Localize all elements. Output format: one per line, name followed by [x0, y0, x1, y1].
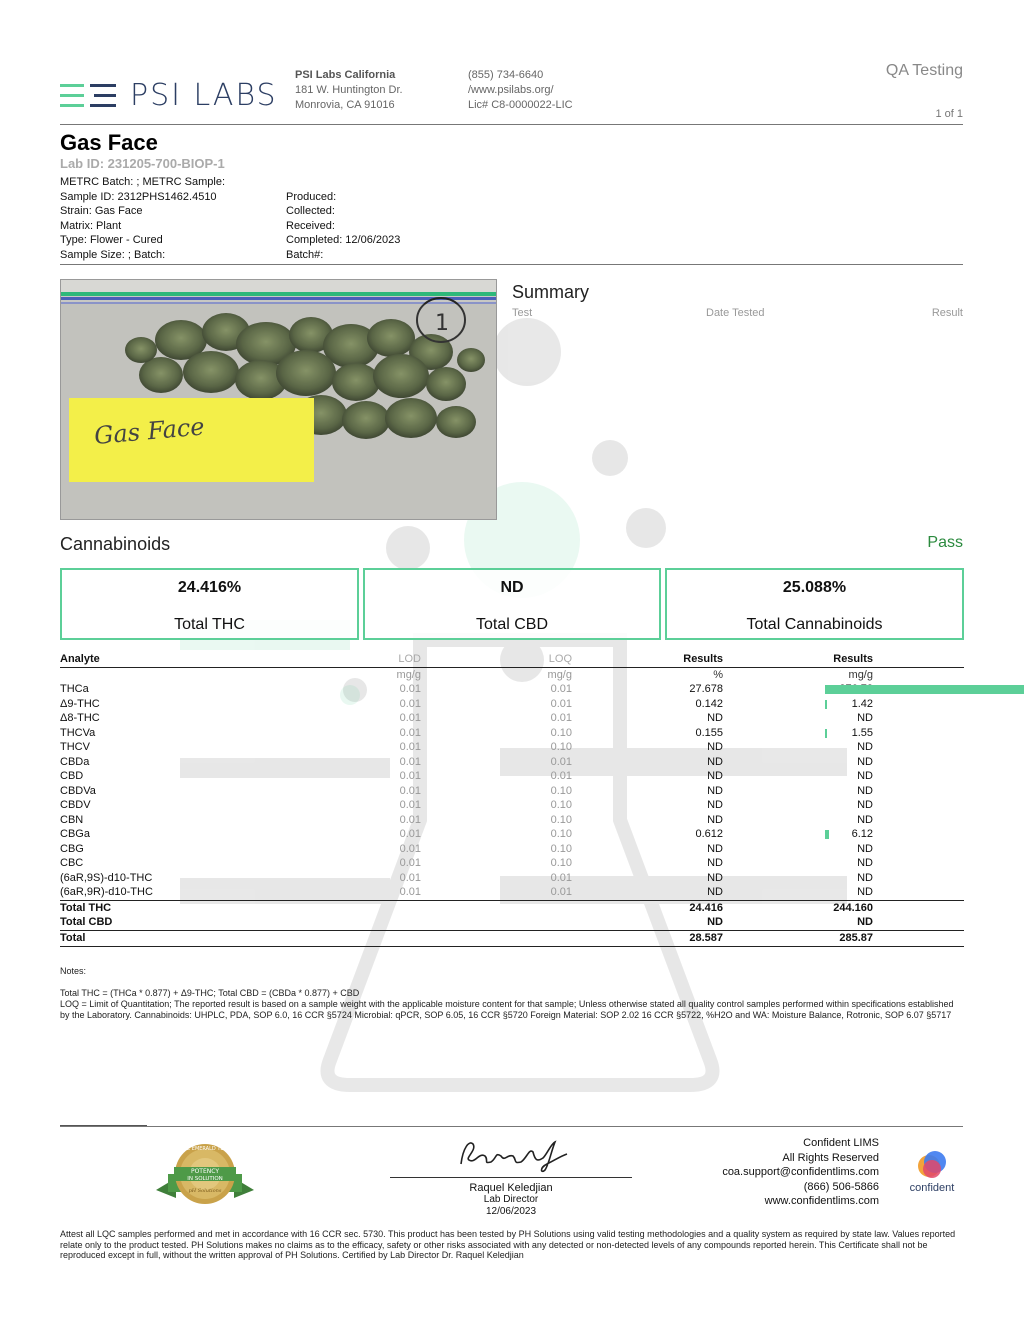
loq-cell: 0.10 — [550, 857, 572, 869]
loq-cell: 0.10 — [550, 828, 572, 840]
bag-label-text: Gas Face — [93, 412, 206, 450]
mg-cell: ND — [857, 741, 873, 753]
analyte-cell: CBDVa — [60, 784, 96, 797]
sample-type: Type: Flower - Cured — [60, 234, 163, 246]
mg-cell: ND — [857, 784, 873, 797]
total-thc-label: Total THC — [174, 616, 245, 633]
lod-cell: 0.01 — [399, 842, 421, 855]
table-row — [60, 871, 964, 886]
total-cbd-row — [60, 915, 964, 930]
signer-title: Lab Director — [483, 1194, 539, 1205]
unit-pct: % — [713, 668, 723, 681]
metrc-info: METRC Batch: ; METRC Sample: — [60, 176, 226, 188]
summary-title: Summary — [512, 282, 590, 302]
total-row-label: Total — [60, 931, 86, 944]
loq-cell: 0.01 — [550, 755, 572, 768]
pass-status: Pass — [927, 534, 963, 551]
pct-cell: ND — [707, 842, 723, 855]
cannabinoid-table — [60, 652, 964, 947]
lod-cell: 0.01 — [399, 871, 421, 884]
pct-cell: 0.142 — [695, 697, 723, 710]
lab-license: Lic# C8-0000022-LIC — [468, 99, 573, 111]
result-bar — [825, 830, 829, 839]
lod-cell: 0.01 — [399, 683, 421, 695]
attestation: Attest all LQC samples performed and met in accordance with 16 CCR sec. 5730. This product has been tested by PH Solutions using valid testing methodologies and a quality system as required by state law. Values reported relate only to the product tested. PH Solutions makes no claims as to the efficacy, safety or other risks associated with any detected or non-detected levels of any compounds reported herein. This Certificate shall not be reproduced except in full, without the written approval of PH Solutions. Certified by Lab Director Dr. Raquel Keledjian — [60, 1229, 956, 1260]
result-bar — [825, 700, 827, 709]
mg-cell: ND — [857, 712, 873, 724]
badge-potency-text: POTENCY — [190, 1168, 220, 1175]
lod-cell: 0.01 — [399, 799, 421, 811]
pct-cell: ND — [707, 799, 723, 811]
director-signature — [455, 1134, 575, 1174]
total-cannabinoids-card — [665, 568, 964, 640]
total-thc-card — [60, 568, 359, 640]
logo-mark-icon — [60, 83, 116, 109]
total-thc-row-pct: 24.416 — [689, 901, 723, 914]
matrix: Matrix: Plant — [60, 219, 122, 232]
analyte-cell: (6aR,9S)-d10-THC — [60, 871, 153, 884]
loq-cell: 0.01 — [550, 886, 572, 898]
mg-cell: ND — [857, 857, 873, 869]
table-row — [60, 726, 964, 741]
analyte-cell: CBG — [60, 842, 84, 855]
psi-labs-logo — [60, 78, 278, 113]
signer-name: Raquel Keledjian — [469, 1182, 553, 1194]
lab-company: PSI Labs California — [295, 69, 396, 81]
table-row — [60, 856, 964, 871]
pct-cell: ND — [707, 813, 723, 826]
loq-cell: 0.10 — [550, 799, 572, 811]
pct-cell: ND — [707, 784, 723, 797]
total-cannabinoids-value: 25.088% — [782, 579, 847, 596]
header-divider — [60, 124, 963, 125]
total-thc-value: 24.416% — [177, 579, 242, 596]
notes — [60, 966, 964, 1021]
analyte-cell: CBD — [60, 770, 84, 782]
total-cbd-card — [363, 568, 661, 640]
page-number: 1 of 1 — [935, 108, 963, 120]
analyte-cell: THCV — [60, 741, 90, 753]
table-row — [60, 682, 964, 697]
batch-number: Batch#: — [286, 248, 324, 261]
signer-block — [390, 1182, 632, 1218]
analyte-cell: CBC — [60, 857, 84, 869]
table-row — [60, 697, 964, 712]
col-results-pct: Results — [683, 653, 723, 665]
pct-cell: 27.678 — [689, 683, 723, 695]
loq-cell: 0.01 — [550, 697, 572, 710]
lod-cell: 0.01 — [399, 755, 421, 768]
table-row — [60, 885, 964, 900]
total-thc-row-label: Total THC — [60, 901, 112, 914]
table-row — [60, 827, 964, 842]
lims-email: coa.support@confidentlims.com — [722, 1166, 879, 1178]
lab-address — [295, 68, 403, 113]
analyte-cell: Δ9-THC — [60, 697, 100, 710]
sample-photo — [60, 279, 497, 520]
brand-name: PSI LABS — [130, 78, 278, 113]
loq-cell: 0.01 — [550, 770, 572, 782]
analyte-cell: CBDa — [60, 755, 90, 768]
analyte-cell: CBGa — [60, 828, 90, 840]
loq-cell: 0.01 — [550, 871, 572, 884]
analyte-cell: CBDV — [60, 799, 91, 811]
product-name: Gas Face — [60, 130, 158, 155]
pct-cell: ND — [707, 770, 723, 782]
mg-cell: ND — [857, 886, 873, 898]
table-row — [60, 711, 964, 726]
loq-cell: 0.10 — [550, 784, 572, 797]
emerald-test-badge — [154, 1140, 256, 1210]
lod-cell: 0.01 — [399, 886, 421, 898]
lims-phone: (866) 506-5866 — [803, 1180, 879, 1193]
confident-logo-icon — [914, 1150, 950, 1180]
mg-cell: ND — [857, 799, 873, 811]
mg-cell: 1.42 — [851, 697, 873, 710]
pct-cell: ND — [707, 741, 723, 753]
table-units — [60, 668, 964, 683]
completed-date: Completed: 12/06/2023 — [286, 234, 401, 246]
lab-address-line2: Monrovia, CA 91016 — [295, 99, 395, 111]
unit-loq: mg/g — [547, 668, 572, 681]
sample-size: Sample Size: ; Batch: — [60, 248, 166, 261]
lims-name: Confident LIMS — [803, 1137, 879, 1149]
lims-website: www.confidentlims.com — [764, 1195, 879, 1207]
total-row — [60, 931, 964, 946]
pct-cell: ND — [707, 712, 723, 724]
col-results-mg: Results — [833, 653, 873, 665]
pct-cell: 0.612 — [695, 828, 723, 840]
loq-cell: 0.01 — [550, 712, 572, 724]
pct-cell: ND — [707, 755, 723, 768]
table-body — [60, 682, 964, 900]
lod-cell: 0.01 — [399, 784, 421, 797]
total-thc-row — [60, 901, 964, 916]
notes-loq: LOQ = Limit of Quantitation; The reported result is based on a sample weight with the applicable moisture content for that sample; Unless otherwise stated all quality control samples performed within specifications established by the Laboratory. Cannabinoids: UHPLC, PDA, SOP 6.0, 16 CCR §5724 Microbial: qPCR, SOP 6.05, 16 CCR §5720 Foreign Material: SOP 2.02 16 CCR §5722, %H2O and WA: Moisture Balance, Rotronic, SOP 6.07 §5717 — [60, 999, 954, 1020]
loq-cell: 0.10 — [550, 813, 572, 826]
lod-cell: 0.01 — [399, 741, 421, 753]
analyte-cell: THCa — [60, 683, 89, 695]
unit-mg: mg/g — [848, 668, 873, 681]
signature-line — [390, 1177, 632, 1178]
confident-logo-text: confident — [909, 1182, 955, 1194]
analyte-cell: CBN — [60, 813, 84, 826]
sample-id: Sample ID: 2312PHS1462.4510 — [60, 190, 217, 203]
lod-cell: 0.01 — [399, 813, 421, 826]
table-header — [60, 652, 964, 667]
sample-bag-illustration — [61, 280, 497, 520]
pct-cell: ND — [707, 857, 723, 869]
analyte-cell: THCVa — [60, 726, 96, 739]
loq-cell: 0.10 — [550, 726, 572, 739]
lab-address-line1: 181 W. Huntington Dr. — [295, 84, 403, 96]
loq-cell: 0.01 — [550, 683, 572, 695]
pct-cell: ND — [707, 886, 723, 898]
summary-col-test: Test — [512, 307, 533, 319]
badge-bottom-text: pH Solutions — [188, 1188, 222, 1194]
total-thc-row-mg: 244.160 — [833, 901, 873, 914]
table-row — [60, 784, 964, 799]
table-row — [60, 842, 964, 857]
total-cbd-row-label: Total CBD — [60, 916, 113, 928]
lod-cell: 0.01 — [399, 726, 421, 739]
mg-cell: ND — [857, 813, 873, 826]
sign-date: 12/06/2023 — [485, 1206, 537, 1217]
mg-cell: ND — [857, 871, 873, 884]
lod-cell: 0.01 — [399, 828, 421, 840]
badge-top-text: THE EMERALD TEST — [180, 1146, 230, 1152]
analyte-cell: (6aR,9R)-d10-THC — [60, 886, 153, 898]
total-cbd-row-pct: ND — [707, 916, 723, 928]
table-row — [60, 740, 964, 755]
total-cbd-label: Total CBD — [475, 616, 549, 633]
footer-divider — [60, 1126, 963, 1127]
analyte-cell: Δ8-THC — [60, 712, 100, 724]
col-analyte: Analyte — [60, 653, 100, 665]
total-cbd-row-mg: ND — [857, 916, 873, 928]
lod-cell: 0.01 — [399, 697, 421, 710]
result-bar — [825, 729, 827, 738]
mg-cell: ND — [857, 842, 873, 855]
sample-details — [60, 175, 225, 262]
total-cannabinoids-label: Total Cannabinoids — [746, 616, 883, 633]
mg-cell: ND — [857, 755, 873, 768]
total-cbd-value: ND — [500, 579, 524, 596]
cannabinoids-title: Cannabinoids — [60, 534, 171, 554]
badge-solution-text: IN SOLUTION — [187, 1176, 223, 1182]
lod-cell: 0.01 — [399, 712, 421, 724]
lab-id: Lab ID: 231205-700-BIOP-1 — [60, 156, 225, 171]
received-date: Received: — [286, 219, 335, 232]
col-loq: LOQ — [548, 653, 572, 665]
col-lod: LOD — [398, 653, 421, 665]
unit-lod: mg/g — [396, 668, 421, 681]
mg-cell: 1.55 — [851, 726, 873, 739]
notes-title: Notes: — [60, 966, 87, 976]
produced-date: Produced: — [286, 190, 337, 203]
lod-cell: 0.01 — [399, 857, 421, 869]
result-bar — [825, 685, 1024, 694]
loq-cell: 0.10 — [550, 842, 572, 855]
total-row-mg: 285.87 — [839, 931, 873, 944]
total-row-pct: 28.587 — [689, 931, 723, 944]
table-row — [60, 755, 964, 770]
mg-cell: ND — [857, 770, 873, 782]
report-type: QA Testing — [885, 62, 963, 79]
table-bottom-rule — [60, 946, 964, 947]
bag-marker-text: 1 — [435, 311, 449, 336]
loq-cell: 0.10 — [550, 741, 572, 753]
table-row — [60, 798, 964, 813]
lims-contact — [722, 1136, 879, 1209]
pct-cell: 0.155 — [695, 726, 723, 739]
summary-col-result: Result — [931, 307, 963, 319]
lab-contact — [468, 68, 573, 113]
footer-divider-accent — [60, 1125, 147, 1126]
strain: Strain: Gas Face — [60, 205, 143, 217]
summary-col-date: Date Tested — [706, 307, 765, 319]
info-divider — [60, 264, 963, 265]
table-row — [60, 769, 964, 784]
sample-dates — [286, 190, 400, 263]
collected-date: Collected: — [286, 205, 335, 217]
confident-logo — [900, 1150, 964, 1198]
mg-cell: 6.12 — [851, 828, 873, 840]
pct-cell: ND — [707, 871, 723, 884]
notes-total-formula: Total THC = (THCa * 0.877) + Δ9-THC; Total CBD = (CBDa * 0.877) + CBD — [60, 988, 360, 998]
lims-rights: All Rights Reserved — [782, 1151, 879, 1164]
lod-cell: 0.01 — [399, 770, 421, 782]
lab-website: /www.psilabs.org/ — [468, 84, 554, 96]
lab-phone: (855) 734-6640 — [468, 69, 544, 81]
table-row — [60, 813, 964, 828]
